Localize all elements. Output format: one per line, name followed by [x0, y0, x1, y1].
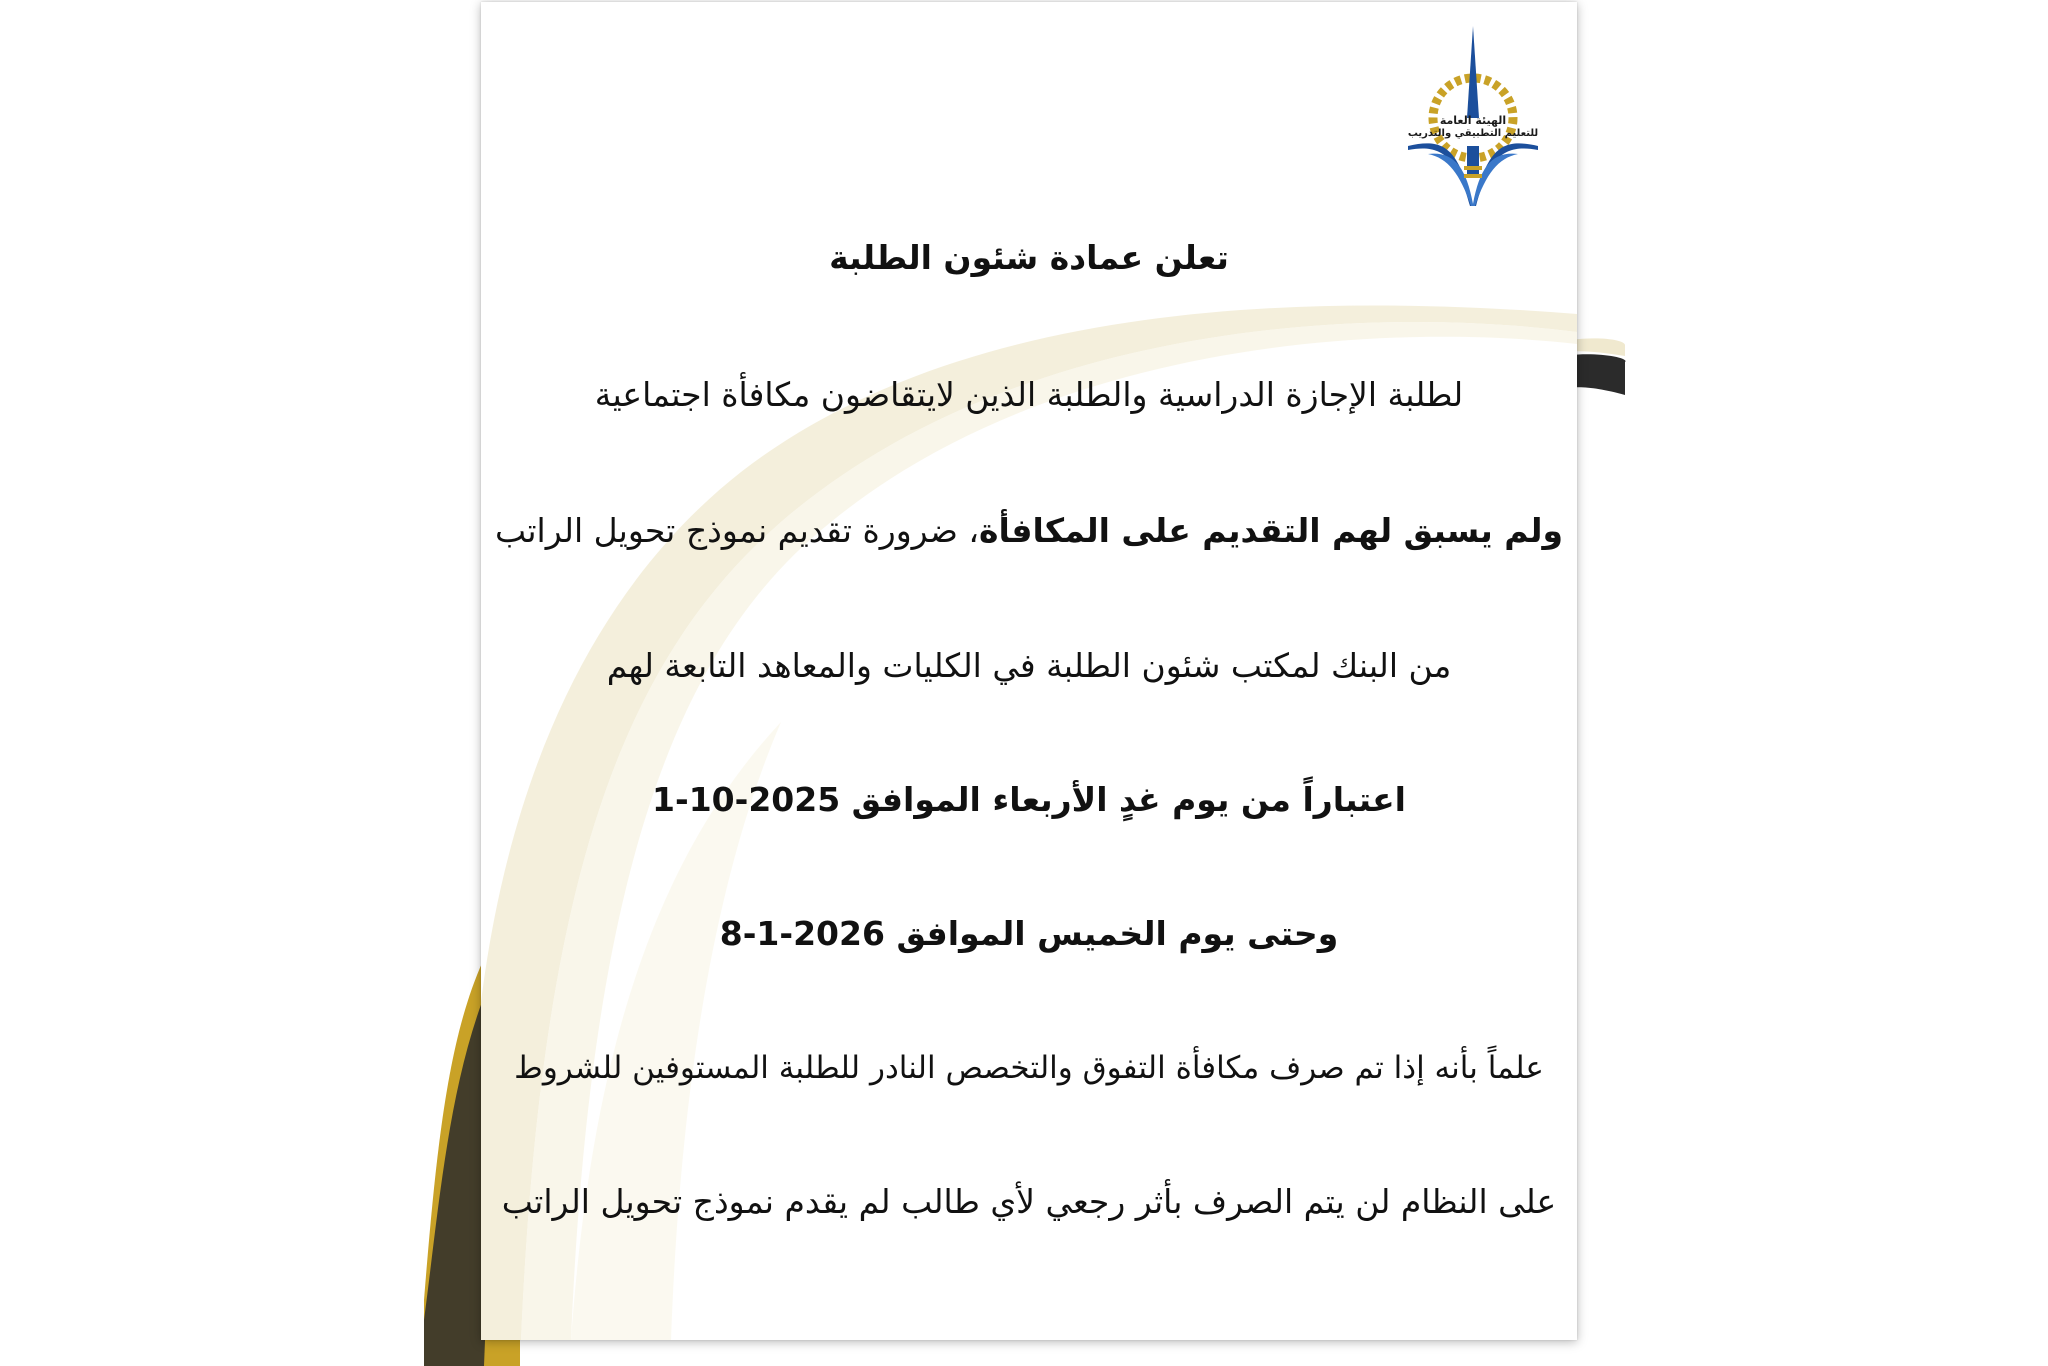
logo-text-line2: للتعليم التطبيقي والتدريب — [1407, 128, 1539, 139]
announcement-line-3: من البنك لمكتب شئون الطلبة في الكليات والمعاهد التابعة لهم — [606, 646, 1452, 685]
announcement-line-6: علماً بأنه إذا تم صرف مكافأة التفوق والتخصص النادر للطلبة المستوفين للشروط — [514, 1050, 1544, 1086]
start-date: 1-10-2025 — [652, 780, 841, 819]
announcement-line-5 — [481, 912, 1577, 956]
announcement-line-2 — [481, 509, 1577, 553]
announcement-heading: تعلن عمادة شئون الطلبة — [829, 238, 1229, 277]
announcement-line-7: على النظام لن يتم الصرف بأثر رجعي لأي طالب لم يقدم نموذج تحويل الراتب — [501, 1182, 1557, 1221]
announcement-line-2-bold: ولم يسبق لهم التقديم على المكافأة — [979, 511, 1564, 550]
end-date: 8-1-2026 — [719, 914, 885, 953]
announcement-line-4 — [481, 778, 1577, 822]
logo-text-line1: الهيئة العامة — [1439, 114, 1507, 127]
end-date-label: وحتى يوم الخميس الموافق — [896, 914, 1339, 953]
start-date-label: اعتباراً من يوم غدٍ الأربعاء الموافق — [851, 780, 1406, 819]
announcement-line-1: لطلبة الإجازة الدراسية والطلبة الذين لايتقاضون مكافأة اجتماعية — [594, 375, 1464, 414]
logo — [1398, 26, 1548, 206]
announcement-page — [481, 2, 1577, 1340]
announcement-line-2-rest: ، ضرورة تقديم نموذج تحويل الراتب — [494, 511, 980, 550]
